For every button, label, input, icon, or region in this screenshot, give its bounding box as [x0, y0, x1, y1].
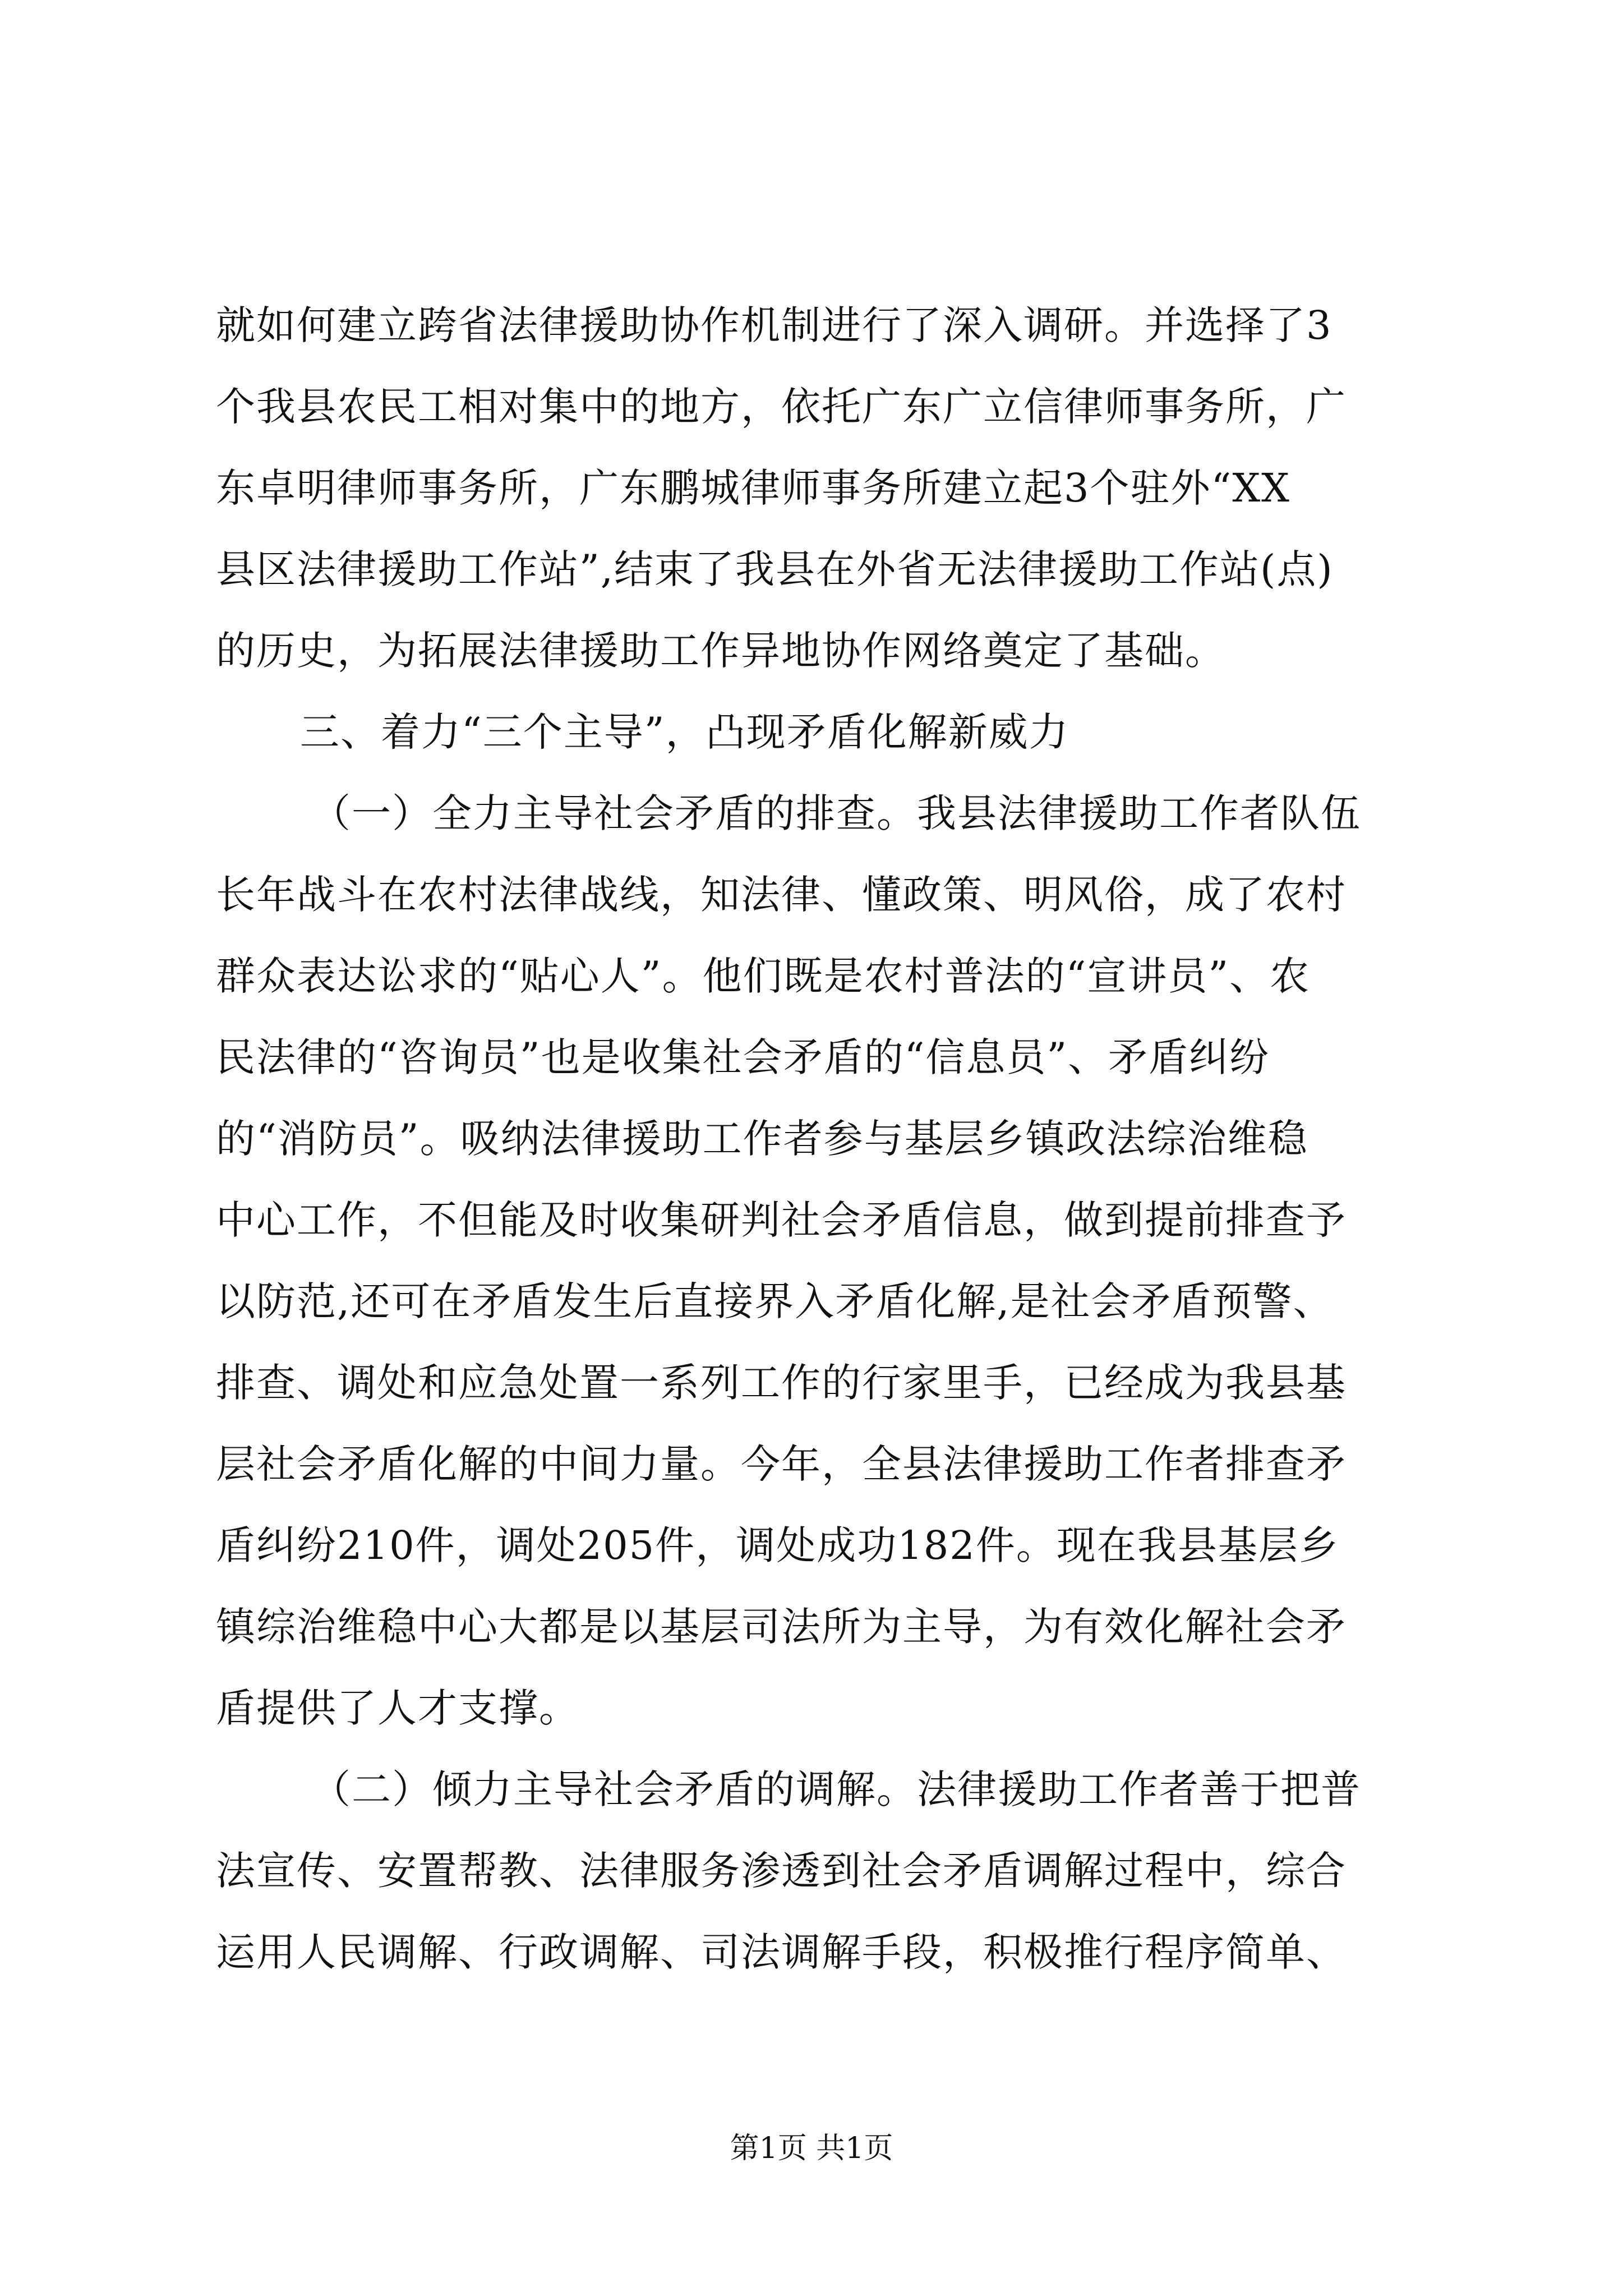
paragraph-line: （一）全力主导社会矛盾的排查。我县法律援助工作者队伍: [311, 790, 1361, 836]
section-heading: 三、着力“三个主导”，凸现矛盾化解新威力: [300, 709, 1069, 755]
paragraph-line: 长年战斗在农村法律战线，知法律、懂政策、明风俗，成了农村: [216, 872, 1347, 918]
page-footer: 第1页 共1页: [730, 2132, 893, 2165]
paragraph-line: 以防范,还可在矛盾发生后直接界入矛盾化解,是社会矛盾预警、: [216, 1278, 1334, 1324]
paragraph-line: 中心工作，不但能及时收集研判社会矛盾信息，做到提前排查予: [216, 1197, 1347, 1243]
paragraph-line: 群众表达讼求的“贴心人”。他们既是农村普法的“宣讲员”、农: [216, 953, 1311, 999]
paragraph-line: 排查、调处和应急处置一系列工作的行家里手，已经成为我县基: [216, 1360, 1347, 1406]
paragraph-line: 盾提供了人才支撑。: [216, 1685, 579, 1731]
paragraph-line: 县区法律援助工作站”,结束了我县在外省无法律援助工作站(点): [216, 546, 1334, 592]
paragraph-line: 盾纠纷210件，调处205件，调处成功182件。现在我县基层乡: [216, 1522, 1339, 1568]
paragraph-line: 的“消防员”。吸纳法律援助工作者参与基层乡镇政法综治维稳: [216, 1116, 1308, 1162]
paragraph-line: 层社会矛盾化解的中间力量。今年，全县法律援助工作者排查矛: [216, 1441, 1347, 1487]
paragraph-line: 个我县农民工相对集中的地方，依托广东广立信律师事务所，广: [216, 384, 1347, 430]
paragraph-line: 镇综治维稳中心大都是以基层司法所为主导，为有效化解社会矛: [216, 1604, 1347, 1650]
paragraph-line: （二）倾力主导社会矛盾的调解。法律援助工作者善于把普: [311, 1766, 1361, 1812]
paragraph-line: 民法律的“咨询员”也是收集社会矛盾的“信息员”、矛盾纠纷: [216, 1034, 1270, 1080]
paragraph-line: 东卓明律师事务所，广东鹏城律师事务所建立起3个驻外“XX: [216, 465, 1290, 511]
paragraph-line: 就如何建立跨省法律援助协作机制进行了深入调研。并选择了3: [216, 302, 1332, 348]
paragraph-line: 法宣传、安置帮教、法律服务渗透到社会矛盾调解过程中，综合: [216, 1848, 1347, 1894]
paragraph-line: 的历史，为拓展法律援助工作异地协作网络奠定了基础。: [216, 628, 1225, 674]
paragraph-line: 运用人民调解、行政调解、司法调解手段，积极推行程序简单、: [216, 1929, 1347, 1975]
